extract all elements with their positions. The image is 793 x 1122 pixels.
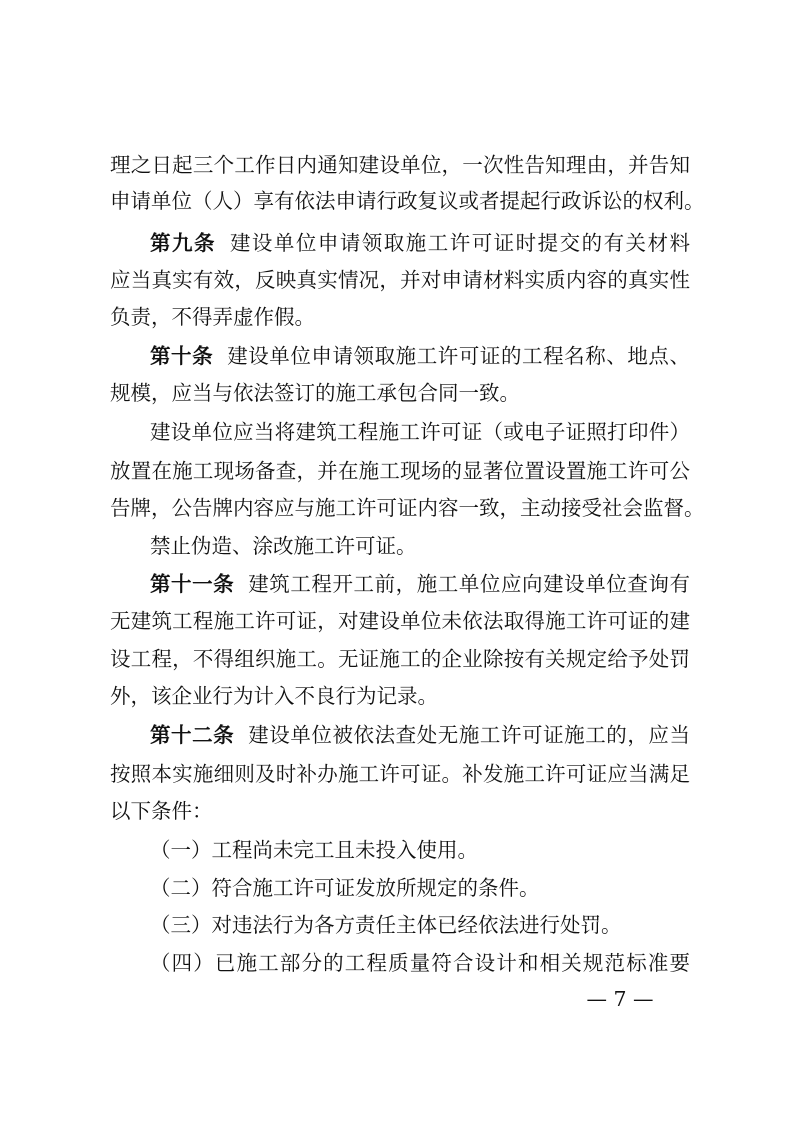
paragraph-line: 应当真实有效，反映真实情况，并对申请材料实质内容的真实性: [110, 268, 690, 292]
paragraph-line: 以下条件：: [110, 799, 213, 823]
list-item: （四）已施工部分的工程质量符合设计和相关规范标准要: [150, 951, 690, 975]
list-item: （三）对违法行为各方责任主体已经依法进行处罚。: [150, 913, 622, 937]
article-12-first-line: [150, 721, 690, 749]
article-number: 第十二条: [150, 723, 235, 747]
article-11-first-line: [150, 570, 690, 598]
paragraph-text: 建设单位被依法查处无施工许可证施工的，应当: [248, 723, 690, 747]
paragraph-line: 放置在施工现场备查，并在施工现场的显著位置设置施工许可公: [110, 459, 690, 483]
paragraph-line: 无建筑工程施工许可证，对建设单位未依法取得施工许可证的建: [110, 609, 690, 633]
page-number: — 7 —: [586, 987, 654, 1011]
paragraph-text: 建设单位申请领取施工许可证时提交的有关材料: [229, 231, 691, 255]
paragraph-line: 建设单位应当将建筑工程施工许可证（或电子证照打印件）: [150, 420, 690, 444]
article-number: 第九条: [150, 231, 216, 255]
paragraph-line: 设工程，不得组织施工。无证施工的企业除按有关规定给予处罚: [110, 647, 690, 671]
paragraph-line: 禁止伪造、涂改施工许可证。: [150, 534, 417, 558]
paragraph-line: 按照本实施细则及时补办施工许可证。补发施工许可证应当满足: [110, 762, 690, 786]
paragraph-text: 建设单位申请领取施工许可证的工程名称、地点、: [227, 344, 690, 368]
article-9-first-line: [150, 229, 690, 257]
paragraph-line: 告牌，公告牌内容应与施工许可证内容一致，主动接受社会监督。: [110, 496, 705, 520]
article-number: 第十一条: [150, 572, 235, 596]
paragraph-line: 外，该企业行为计入不良行为记录。: [110, 684, 438, 708]
paragraph-text: 建筑工程开工前，施工单位应向建设单位查询有: [248, 572, 690, 596]
list-item: （一）工程尚未完工且未投入使用。: [150, 838, 478, 862]
paragraph-line: 规模，应当与依法签订的施工承包合同一致。: [110, 381, 520, 405]
article-number: 第十条: [150, 344, 214, 368]
paragraph-line: 理之日起三个工作日内通知建设单位，一次性告知理由，并告知: [110, 153, 690, 177]
paragraph-line: 申请单位（人）享有依法申请行政复议或者提起行政诉讼的权利。: [110, 189, 705, 213]
paragraph-line: 负责，不得弄虚作假。: [110, 305, 315, 329]
article-10-first-line: [150, 342, 690, 370]
list-item: （二）符合施工许可证发放所规定的条件。: [150, 876, 540, 900]
